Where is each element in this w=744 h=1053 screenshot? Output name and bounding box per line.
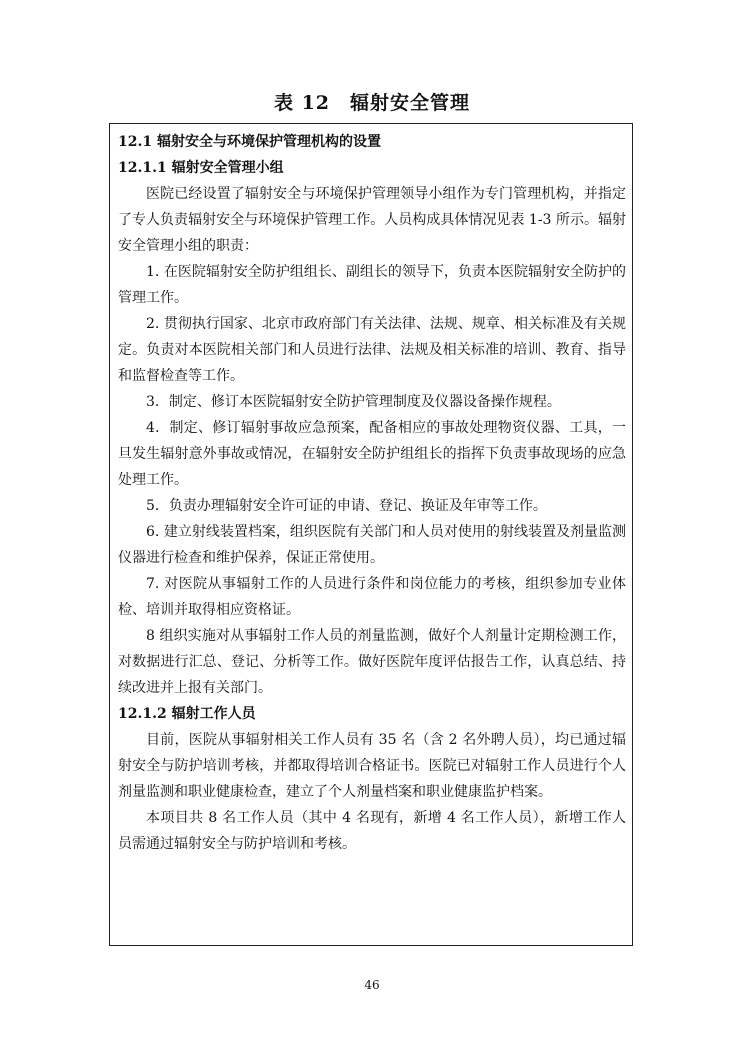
section-heading-12-1: 12.1 辐射安全与环境保护管理机构的设置	[118, 134, 381, 150]
section-heading-12-1-1: 12.1.1 辐射安全管理小组	[118, 160, 284, 176]
section-heading-12-1-2: 12.1.2 辐射工作人员	[118, 706, 256, 722]
duty-item: 1. 在医院辐射安全防护组组长、副组长的领导下，负责本医院辐射安全防护的管理工作。	[118, 264, 626, 306]
duty-item: 8 组织实施对从事辐射工作人员的剂量监测，做好个人剂量计定期检测工作，对数据进行汇总、登记、分析等工作。做好医院年度评估报告工作，认真总结、持续改进并上报有关部门。	[118, 628, 626, 696]
intro-paragraph: 医院已经设置了辐射安全与环境保护管理领导小组作为专门管理机构，并指定了专人负责辐射安全与环境保护管理工作。人员构成具体情况见表 1-3 所示。辐射安全管理小组的职责：	[118, 186, 626, 254]
duty-item: 7. 对医院从事辐射工作的人员进行条件和岗位能力的考核，组织参加专业体检、培训并取得相应资格证。	[118, 576, 626, 618]
duty-item: 5．负责办理辐射安全许可证的申请、登记、换证及年审等工作。	[146, 498, 547, 514]
table-title: 表 12 辐射安全管理	[273, 92, 471, 114]
page-number: 46	[364, 978, 380, 992]
content-frame	[109, 123, 633, 946]
staff-paragraph: 目前，医院从事辐射相关工作人员有 35 名（含 2 名外聘人员），均已通过辐射安全与防护培训考核，并都取得培训合格证书。医院已对辐射工作人员进行个人剂量监测和职业健康检查，建立了个人剂量档案和职业健康监护档案。	[118, 732, 626, 800]
staff-paragraph: 本项目共 8 名工作人员（其中 4 名现有，新增 4 名工作人员），新增工作人员需通过辐射安全与防护培训和考核。	[118, 810, 626, 852]
content-body	[118, 129, 626, 857]
duty-item: 2. 贯彻执行国家、北京市政府部门有关法律、法规、规章、相关标准及有关规定。负责对本医院相关部门和人员进行法律、法规及相关标准的培训、教育、指导和监督检查等工作。	[118, 316, 626, 384]
duty-item: 4．制定、修订辐射事故应急预案，配备相应的事故处理物资仪器、工具，一旦发生辐射意外事故或情况，在辐射安全防护组组长的指挥下负责事故现场的应急处理工作。	[118, 420, 626, 488]
duty-item: 6. 建立射线装置档案，组织医院有关部门和人员对使用的射线装置及剂量监测仪器进行检查和维护保养，保证正常使用。	[118, 524, 626, 566]
duty-item: 3．制定、修订本医院辐射安全防护管理制度及仪器设备操作规程。	[146, 394, 561, 410]
